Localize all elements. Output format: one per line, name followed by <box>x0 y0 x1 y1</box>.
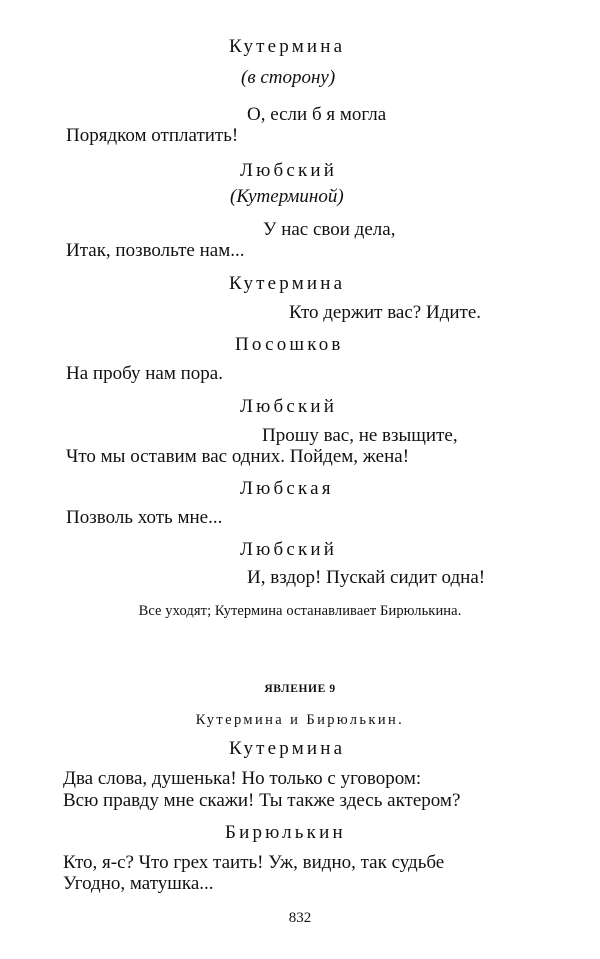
scene-cast: Кутермина и Бирюлькин. <box>195 712 405 728</box>
speaker-name: Посошков <box>235 334 344 355</box>
verse-line: Кто держит вас? Идите. <box>289 302 482 323</box>
speaker-name: Любский <box>240 160 338 181</box>
verse-line: И, вздор! Пускай сидит одна! <box>247 567 486 588</box>
verse-line: Два слова, душенька! Но только с уговором: <box>63 768 422 789</box>
verse-line: Порядком отплатить! <box>66 125 239 146</box>
verse-line: Всю правду мне скажи! Ты также здесь актером? <box>63 790 461 811</box>
page-number: 832 <box>288 910 312 926</box>
verse-line: Прошу вас, не взыщите, <box>262 425 458 446</box>
speaker-name: Бирюлькин <box>225 822 346 843</box>
verse-line: На пробу нам пора. <box>66 363 223 384</box>
speaker-name: Любский <box>240 539 338 560</box>
verse-line: Итак, позвольте нам... <box>66 240 245 261</box>
speaker-name: Любский <box>240 396 338 417</box>
stage-direction: Все уходят; Кутермина останавливает Бирюлькина. <box>138 603 462 619</box>
verse-line: Позволь хоть мне... <box>66 507 223 528</box>
verse-line: Угодно, матушка... <box>63 873 214 894</box>
speaker-name: Любская <box>240 478 334 499</box>
stage-direction: (Кутерминой) <box>230 186 344 207</box>
speaker-name: Кутермина <box>229 273 346 294</box>
verse-line: О, если б я могла <box>247 104 387 125</box>
verse-line: Кто, я-с? Что грех таить! Уж, видно, так судьбе <box>63 852 445 873</box>
speaker-name: Кутермина <box>229 36 346 57</box>
stage-direction: (в сторону) <box>241 67 336 88</box>
scene-heading: ЯВЛЕНИЕ 9 <box>264 683 336 695</box>
verse-line: У нас свои дела, <box>263 219 396 240</box>
speaker-name: Кутермина <box>229 738 346 759</box>
verse-line: Что мы оставим вас одних. Пойдем, жена! <box>66 446 410 467</box>
